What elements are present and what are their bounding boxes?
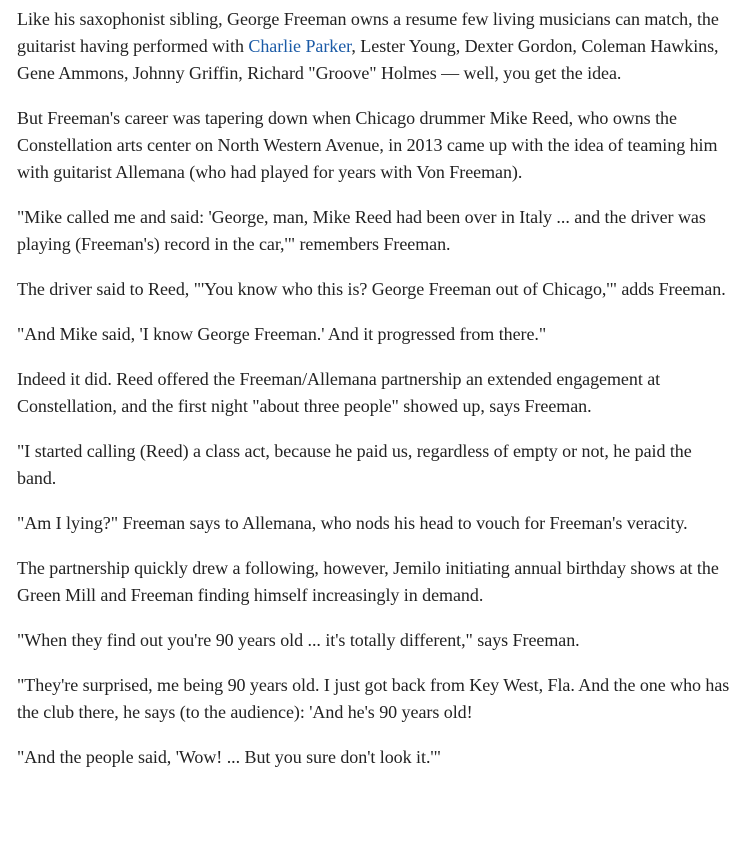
paragraph-4: The driver said to Reed, "'You know who this is? George Freeman out of Chicago,'" adds Freeman. <box>17 279 726 299</box>
paragraph-1 <box>17 6 735 87</box>
paragraph-7: "I started calling (Reed) a class act, because he paid us, regardless of empty or not, he paid the band. <box>17 441 692 488</box>
paragraph-3: "Mike called me and said: 'George, man, Mike Reed had been over in Italy ... and the driver was playing (Freeman's) record in the car,'" remembers Freeman. <box>17 207 706 254</box>
charlie-parker-link[interactable]: Charlie Parker <box>248 36 352 56</box>
paragraph-6: Indeed it did. Reed offered the Freeman/Allemana partnership an extended engagement at Constellation, and the first night "about three people" showed up, says Freeman. <box>17 369 661 416</box>
paragraph-5: "And Mike said, 'I know George Freeman.' And it progressed from there." <box>17 324 547 344</box>
paragraph-11: "They're surprised, me being 90 years old. I just got back from Key West, Fla. And the one who has the club there, he says (to the audience): 'And he's 90 years old! <box>17 675 730 722</box>
paragraph-2: But Freeman's career was tapering down when Chicago drummer Mike Reed, who owns the Constellation arts center on North Western Avenue, in 2013 came up with the idea of teaming him with guitarist Allemana (who had played for years with Von Freeman). <box>17 108 718 182</box>
paragraph-1-text-after: , Lester Young, Dexter Gordon, Coleman Hawkins, Gene Ammons, Johnny Griffin, Richard "Groove" Holmes — well, you get the idea. <box>17 36 719 83</box>
paragraph-8: "Am I lying?" Freeman says to Allemana, who nods his head to vouch for Freeman's veracity. <box>17 513 688 533</box>
paragraph-10: "When they find out you're 90 years old ... it's totally different," says Freeman. <box>17 630 580 650</box>
paragraph-12: "And the people said, 'Wow! ... But you sure don't look it.'" <box>17 747 441 767</box>
paragraph-1-text-before: Like his saxophonist sibling, George Freeman owns a resume few living musicians can match, the guitarist having performed with <box>17 9 719 56</box>
paragraph-9: The partnership quickly drew a following, however, Jemilo initiating annual birthday shows at the Green Mill and Freeman finding himself increasingly in demand. <box>17 558 719 605</box>
